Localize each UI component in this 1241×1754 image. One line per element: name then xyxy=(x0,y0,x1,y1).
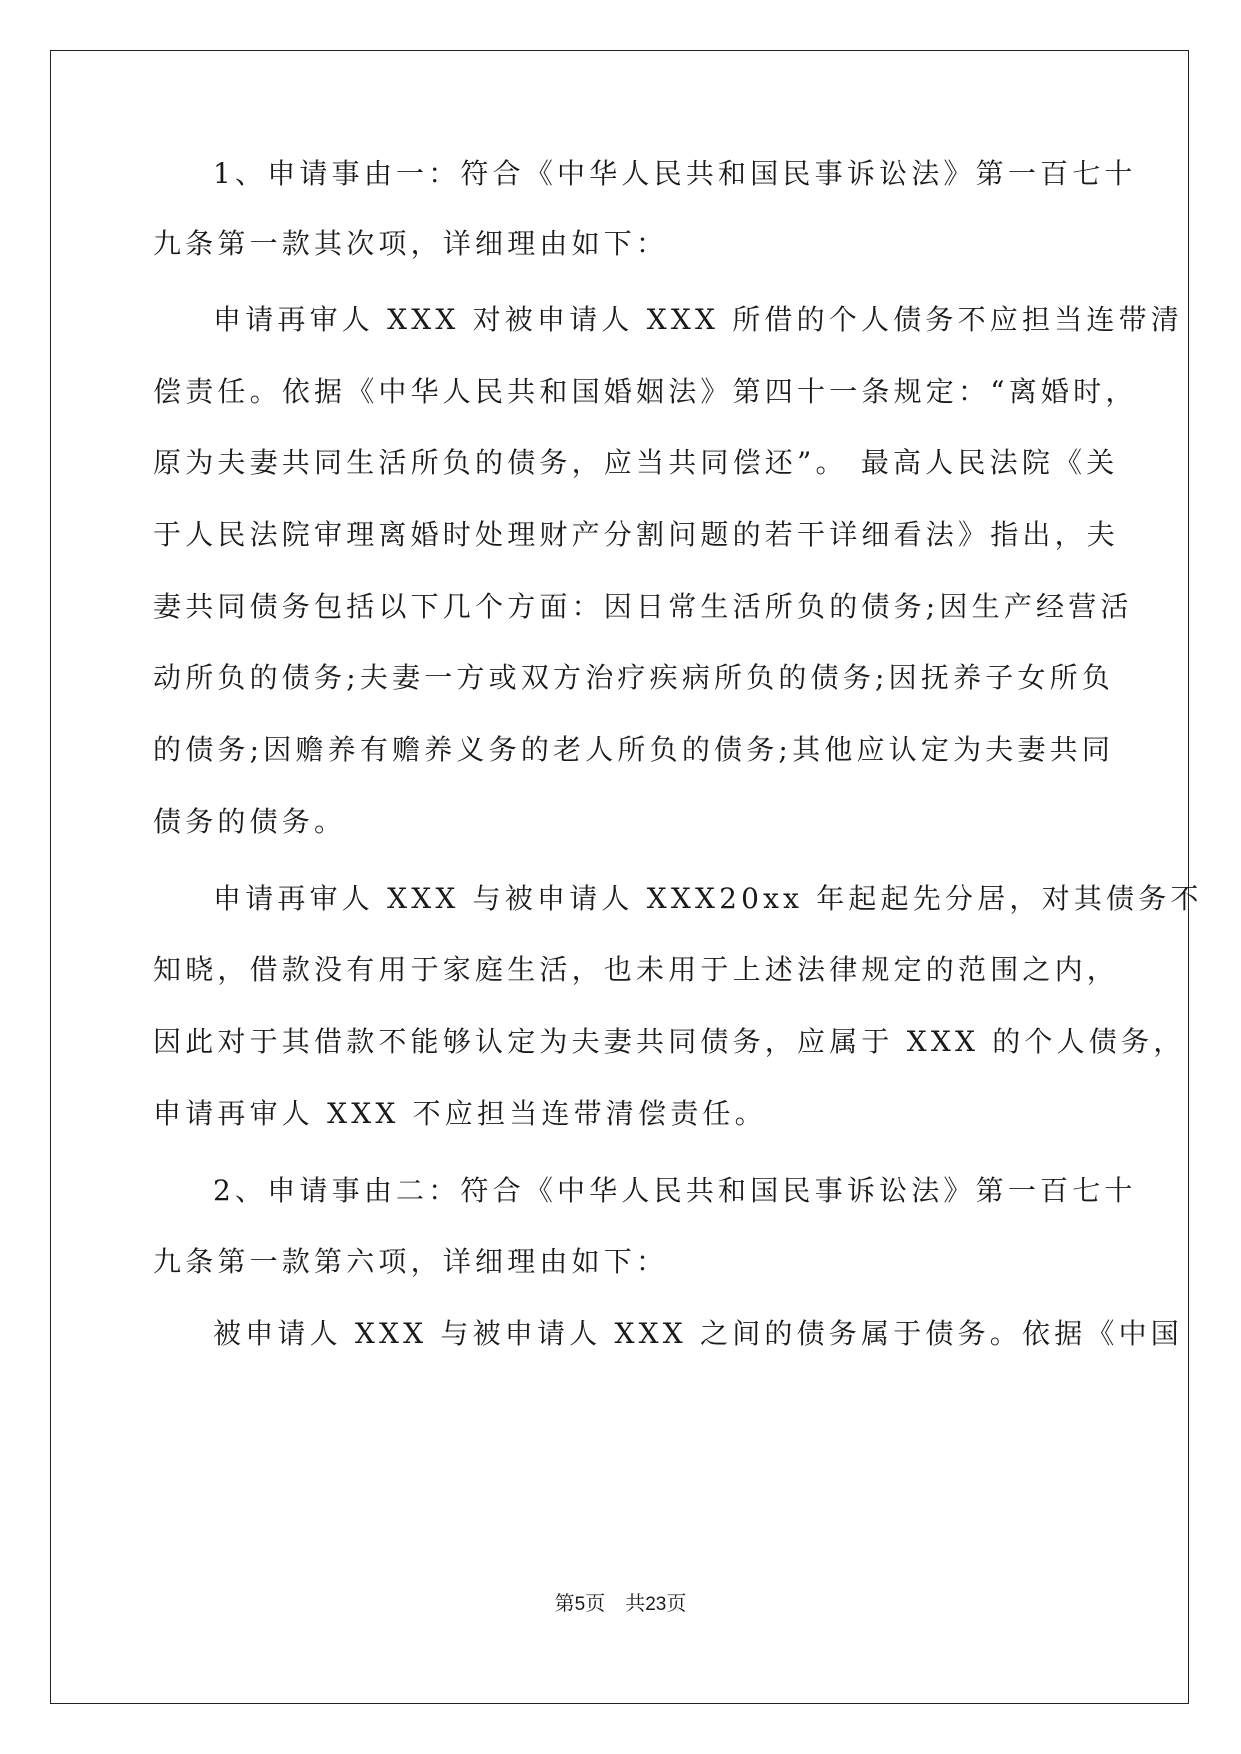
paragraph-line: 申请再审人 XXX 不应担当连带清偿责任。 xyxy=(153,1097,767,1130)
paragraph-line: 偿责任。依据《中华人民共和国婚姻法》第四十一条规定：“离婚时， xyxy=(153,375,1138,408)
paragraph-line: 妻共同债务包括以下几个方面：因日常生活所负的债务;因生产经营活 xyxy=(153,590,1133,623)
paragraph-line: 九条第一款第六项，详细理由如下： xyxy=(153,1245,669,1278)
page-footer xyxy=(0,1590,1241,1619)
footer-total-suffix: 页 xyxy=(666,1593,687,1615)
page-border xyxy=(50,50,1203,1704)
paragraph-line: 2、申请事由二：符合《中华人民共和国民事诉讼法》第一百七十 xyxy=(213,1174,1137,1207)
footer-total-prefix: 共 xyxy=(625,1593,646,1615)
paragraph-line: 的债务;因赡养有赡养义务的老人所负的债务;其他应认定为夫妻共同 xyxy=(153,733,1115,766)
footer-page-suffix: 页 xyxy=(585,1593,606,1615)
footer-prefix: 第 xyxy=(554,1593,575,1615)
paragraph-line: 原为夫妻共同生活所负的债务，应当共同偿还”。 最高人民法院《关 xyxy=(153,446,1119,479)
paragraph-line: 因此对于其借款不能够认定为夫妻共同债务，应属于 XXX 的个人债务， xyxy=(153,1025,1186,1058)
paragraph-line: 知晓，借款没有用于家庭生活，也未用于上述法律规定的范围之内， xyxy=(153,953,1120,986)
paragraph-line: 申请再审人 XXX 与被申请人 XXX20xx 年起起先分居，对其债务不 xyxy=(213,882,1203,915)
paragraph-line: 1、申请事由一：符合《中华人民共和国民事诉讼法》第一百七十 xyxy=(213,157,1137,190)
paragraph-line: 被申请人 XXX 与被申请人 XXX 之间的债务属于债务。依据《中国 xyxy=(213,1317,1184,1350)
footer-total-pages: 23 xyxy=(645,1594,667,1615)
paragraph-line: 债务的债务。 xyxy=(153,805,347,838)
footer-page-number: 5 xyxy=(574,1594,586,1615)
paragraph-line: 于人民法院审理离婚时处理财产分割问题的若干详细看法》指出，夫 xyxy=(153,518,1120,551)
paragraph-line: 申请再审人 XXX 对被申请人 XXX 所借的个人债务不应担当连带清 xyxy=(213,303,1184,336)
paragraph-line: 动所负的债务;夫妻一方或双方治疗疾病所负的债务;因抚养子女所负 xyxy=(153,661,1115,694)
paragraph-line: 九条第一款其次项，详细理由如下： xyxy=(153,227,669,260)
